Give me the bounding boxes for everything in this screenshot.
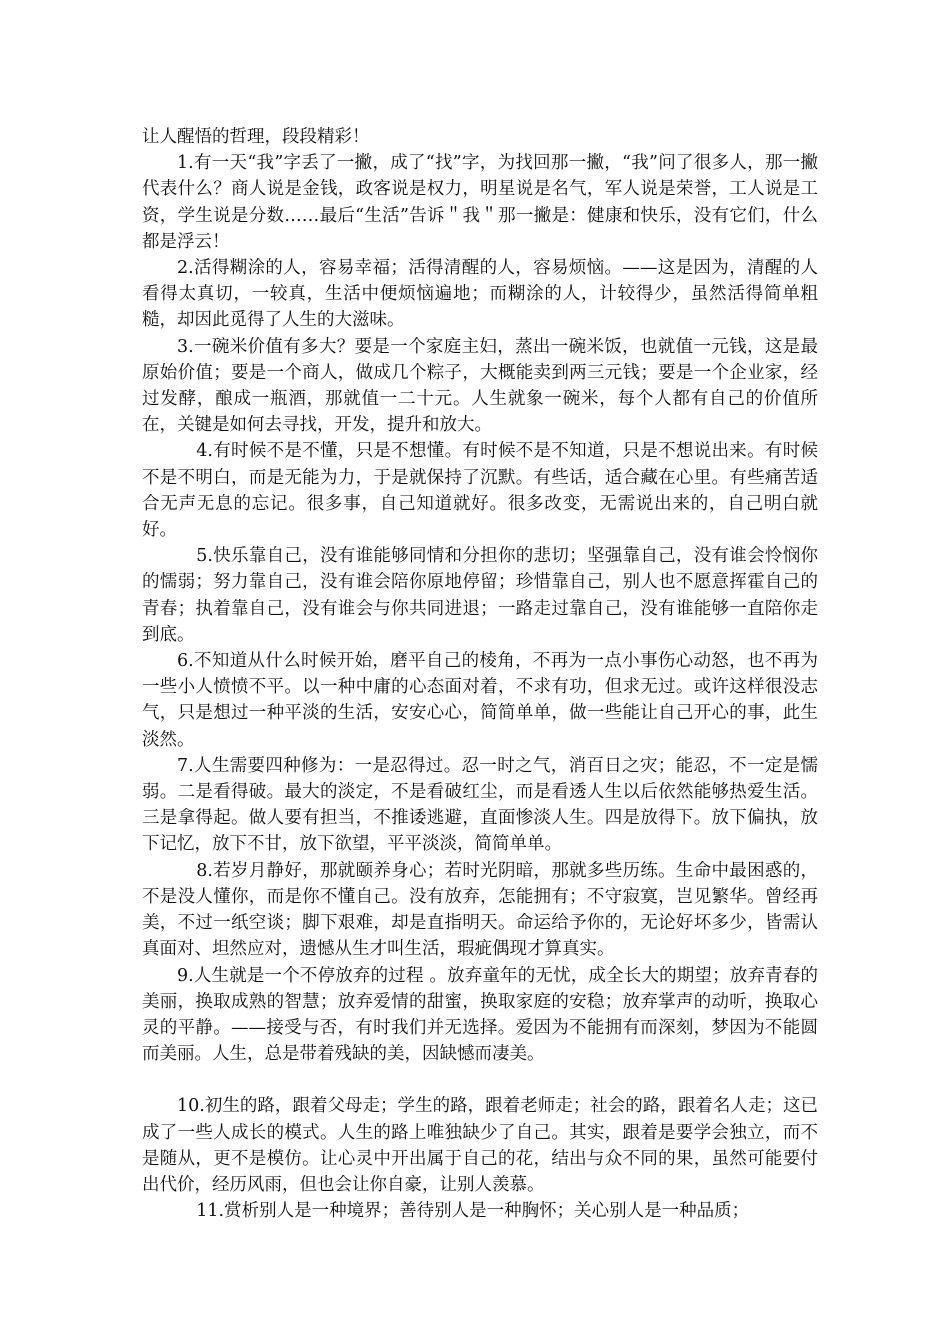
paragraph-2: 2.活得糊涂的人，容易幸福；活得清醒的人，容易烦恼。——这是因为，清醒的人看得太真切，一较真，生活中便烦恼遍地；而糊涂的人，计较得少，虽然活得简单粗糙，却因此觅得了人生的大滋味。 <box>142 258 818 331</box>
paragraph-6: 6.不知道从什么时候开始，磨平自己的棱角，不再为一点小事伤心动怒，也不再为一些小人愤愤不平。以一种中庸的心态面对着，不求有功，但求无过。或许这样很没志气，只是想过一种平淡的生活，安安心心，简简单单，做一些能让自己开心的事，此生淡然。 <box>142 651 818 750</box>
paragraph-8: 8.若岁月静好，那就颐养身心；若时光阴暗，那就多些历练。生命中最困惑的，不是没人懂你，而是你不懂自己。没有放弃，怎能拥有；不守寂寞，岂见繁华。曾经再美，不过一纸空谈；脚下艰难，却是直指明天。命运给予你的，无论好坏多少，皆需认真面对、坦然应对，遗憾从生才叫生活，瑕疵偶现才算真实。 <box>142 860 818 960</box>
paragraph-7: 7.人生需要四种修为：一是忍得过。忍一时之气，消百日之灾；能忍，不一定是懦弱。二是看得破。最大的淡定，不是看破红尘，而是看透人生以后依然能够热爱生活。三是拿得起。做人要有担当，不推诿逃避，直面惨淡人生。四是放得下。放下偏执，放下记忆，放下不甘，放下欲望，平平淡淡，简简单单。 <box>142 755 818 855</box>
document-body <box>142 124 818 1224</box>
paragraph-4: 4.有时候不是不懂，只是不想懂。有时候不是不知道，只是不想说出来。有时候不是不明白，而是无能为力，于是就保持了沉默。有些话，适合藏在心里。有些痛苦适合无声无息的忘记。很多事，自己知道就好。很多改变，无需说出来的，自己明白就好。 <box>142 441 818 541</box>
document-title: 让人醒悟的哲理，段段精彩！ <box>142 127 370 147</box>
paragraph-3: 3.一碗米价值有多大？要是一个家庭主妇，蒸出一碗米饭，也就值一元钱，这是最原始价值；要是一个商人，做成几个粽子，大概能卖到两三元钱；要是一个企业家，经过发酵，酿成一瓶酒，那就值一二十元。人生就象一碗米，每个人都有自己的价值所在，关键是如何去寻找，开发，提升和放大。 <box>142 336 818 436</box>
paragraph-5: 5.快乐靠自己，没有谁能够同情和分担你的悲切；坚强靠自己，没有谁会怜悯你的懦弱；努力靠自己，没有谁会陪你原地停留；珍惜靠自己，别人也不愿意挥霍自己的青春；执着靠自己，没有谁会与你共同进退；一路走过靠自己，没有谁能够一直陪你走到底。 <box>142 546 818 645</box>
paragraph-1: 1.有一天“我”字丢了一撇，成了“找”字，为找回那一撇，“我”问了很多人，那一撇代表什么？商人说是金钱，政客说是权力，明星说是名气，军人说是荣誉，工人说是工资，学生说是分数……最后“生活”告诉＂我＂那一撇是：健康和快乐，没有它们，什么都是浮云！ <box>142 153 818 252</box>
paragraph-9: 9.人生就是一个不停放弃的过程 。放弃童年的无忧，成全长大的期望；放弃青春的美丽，换取成熟的智慧；放弃爱情的甜蜜，换取家庭的安稳；放弃掌声的动听，换取心灵的平静。——接受与否，有时我们并无选择。爱因为不能拥有而深刻，梦因为不能圆而美丽。人生，总是带着残缺的美，因缺憾而凄美。 <box>142 965 818 1065</box>
paragraph-11: 11.赏析别人是一种境界；善待别人是一种胸怀；关心别人是一种品质； <box>196 1201 750 1222</box>
paragraph-spacer <box>142 1067 818 1093</box>
paragraph-10: 10.初生的路，跟着父母走；学生的路，跟着老师走；社会的路，跟着名人走；这已成了一些人成长的模式。人生的路上唯独缺少了自己。其实，跟着是要学会独立，而不是随从，更不是模仿。让心灵中开出属于自己的花，结出与众不同的果，虽然可能要付出代价，经历风雨，但也会让你自豪，让别人羡慕。 <box>142 1096 818 1195</box>
